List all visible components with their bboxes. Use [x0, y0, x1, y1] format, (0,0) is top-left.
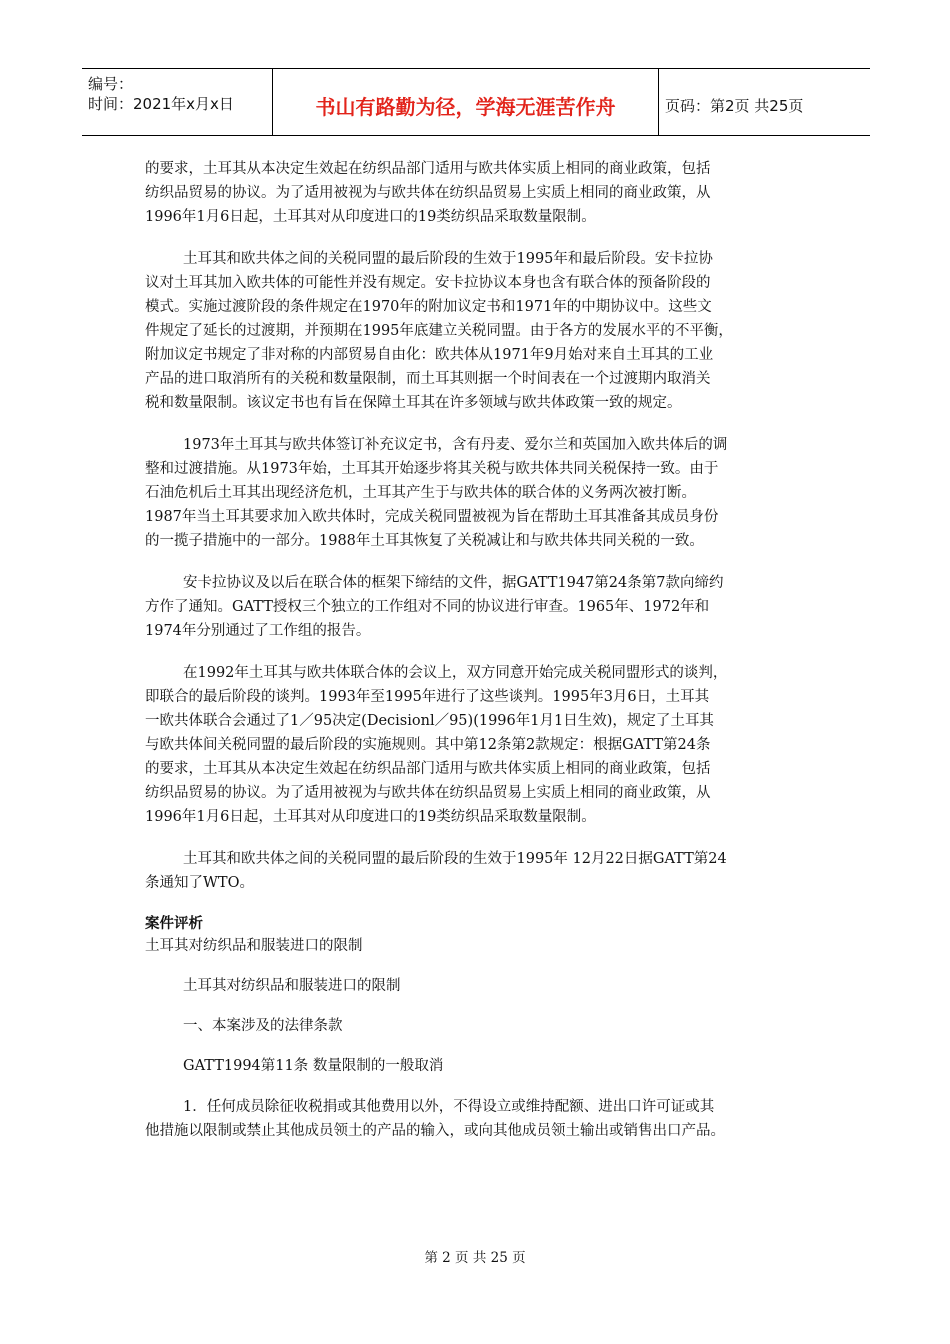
paragraph — [145, 433, 813, 553]
page-header — [82, 68, 870, 136]
slogan: 书山有路勤为径，学海无涯苦作舟 — [315, 95, 616, 119]
section-heading: 一、本案涉及的法律条款 — [183, 1018, 343, 1034]
article-heading: GATT1994第11条 数量限制的一般取消 — [183, 1058, 444, 1074]
document-body — [145, 157, 813, 1161]
paragraph — [145, 661, 813, 829]
text-line: 附加议定书规定了非对称的内部贸易自由化：欧共体从1971年9月始对来自土耳其的工业 — [145, 347, 714, 363]
text-line: 方作了通知。GATT授权三个独立的工作组对不同的协议进行审查。1965年、1972年和 — [145, 599, 710, 615]
time-label: 时间：2021年x月x日 — [88, 95, 234, 113]
header-page-cell — [659, 69, 870, 135]
number-label: 编号： — [88, 75, 134, 93]
text-line: 1996年1月6日起，土耳其对从印度进口的19类纺织品采取数量限制。 — [145, 209, 596, 225]
text-line: 土耳其和欧共体之间的关税同盟的最后阶段的生效于1995年和最后阶段。安卡拉协 — [183, 251, 713, 267]
text-line: 1．任何成员除征收税捐或其他费用以外，不得设立或维持配额、进出口许可证或其 — [183, 1099, 715, 1115]
text-line: 税和数量限制。该议定书也有旨在保障土耳其在许多领域与欧共体政策一致的规定。 — [145, 395, 682, 411]
header-slogan-cell — [273, 69, 659, 135]
case-subtitle-indented: 土耳其对纺织品和服装进口的限制 — [183, 978, 401, 994]
paragraph — [145, 847, 813, 895]
paragraph — [145, 1095, 813, 1143]
text-line: 的要求，土耳其从本决定生效起在纺织品部门适用与欧共体实质上相同的商业政策，包括 — [145, 161, 711, 177]
header-meta-cell — [82, 69, 273, 135]
text-line: 安卡拉协议及以后在联合体的框架下缔结的文件，据GATT1947第24条第7款向缔约 — [183, 575, 724, 591]
text-line: 纺织品贸易的协议。为了适用被视为与欧共体在纺织品贸易上实质上相同的商业政策，从 — [145, 785, 711, 801]
text-line: 1973年土耳其与欧共体签订补充议定书，含有丹麦、爱尔兰和英国加入欧共体后的调 — [183, 437, 728, 453]
page-footer: 第 2 页 共 25 页 — [424, 1250, 526, 1266]
text-line: 产品的进口取消所有的关税和数量限制，而土耳其则据一个时间表在一个过渡期内取消关 — [145, 371, 711, 387]
header-page-number: 页码：第2页 共25页 — [665, 97, 804, 115]
text-line: 1987年当土耳其要求加入欧共体时，完成关税同盟被视为旨在帮助土耳其准备其成员身份 — [145, 509, 719, 525]
text-line: 件规定了延长的过渡期，并预期在1995年底建立关税同盟。由于各方的发展水平的不平衡， — [145, 323, 733, 339]
text-line: 石油危机后土耳其出现经济危机，土耳其产生于与欧共体的联合体的义务两次被打断。 — [145, 485, 696, 501]
text-line: 模式。实施过渡阶段的条件规定在1970年的附加议定书和1971年的中期协议中。这些文 — [145, 299, 712, 315]
case-heading: 案件评析 — [145, 916, 203, 932]
paragraph — [145, 571, 813, 643]
text-line: 在1992年土耳其与欧共体联合体的会议上，双方同意开始完成关税同盟形式的谈判， — [183, 665, 728, 681]
text-line: 一欧共体联合会通过了1／95决定(Decisionl／95)(1996年1月1日生效)，规定了土耳其 — [145, 713, 714, 729]
paragraph — [145, 157, 813, 229]
text-line: 1974年分别通过了工作组的报告。 — [145, 623, 371, 639]
text-line: 整和过渡措施。从1973年始，土耳其开始逐步将其关税与欧共体共同关税保持一致。由于 — [145, 461, 719, 477]
case-subtitle: 土耳其对纺织品和服装进口的限制 — [145, 938, 363, 954]
text-line: 的一揽子措施中的一部分。1988年土耳其恢复了关税减让和与欧共体共同关税的一致。 — [145, 533, 704, 549]
text-line: 条通知了WTO。 — [145, 875, 254, 891]
text-line: 土耳其和欧共体之间的关税同盟的最后阶段的生效于1995年 12月22日据GATT第24 — [183, 851, 727, 867]
paragraph — [145, 247, 813, 415]
text-line: 纺织品贸易的协议。为了适用被视为与欧共体在纺织品贸易上实质上相同的商业政策，从 — [145, 185, 711, 201]
text-line: 与欧共体间关税同盟的最后阶段的实施规则。其中第12条第2款规定：根据GATT第24条 — [145, 737, 711, 753]
text-line: 1996年1月6日起，土耳其对从印度进口的19类纺织品采取数量限制。 — [145, 809, 596, 825]
text-line: 即联合的最后阶段的谈判。1993年至1995年进行了这些谈判。1995年3月6日，土耳其 — [145, 689, 710, 705]
text-line: 他措施以限制或禁止其他成员领土的产品的输入，或向其他成员领土输出或销售出口产品。 — [145, 1123, 725, 1139]
text-line: 的要求，土耳其从本决定生效起在纺织品部门适用与欧共体实质上相同的商业政策，包括 — [145, 761, 711, 777]
text-line: 议对土耳其加入欧共体的可能性并没有规定。安卡拉协议本身也含有联合体的预备阶段的 — [145, 275, 711, 291]
